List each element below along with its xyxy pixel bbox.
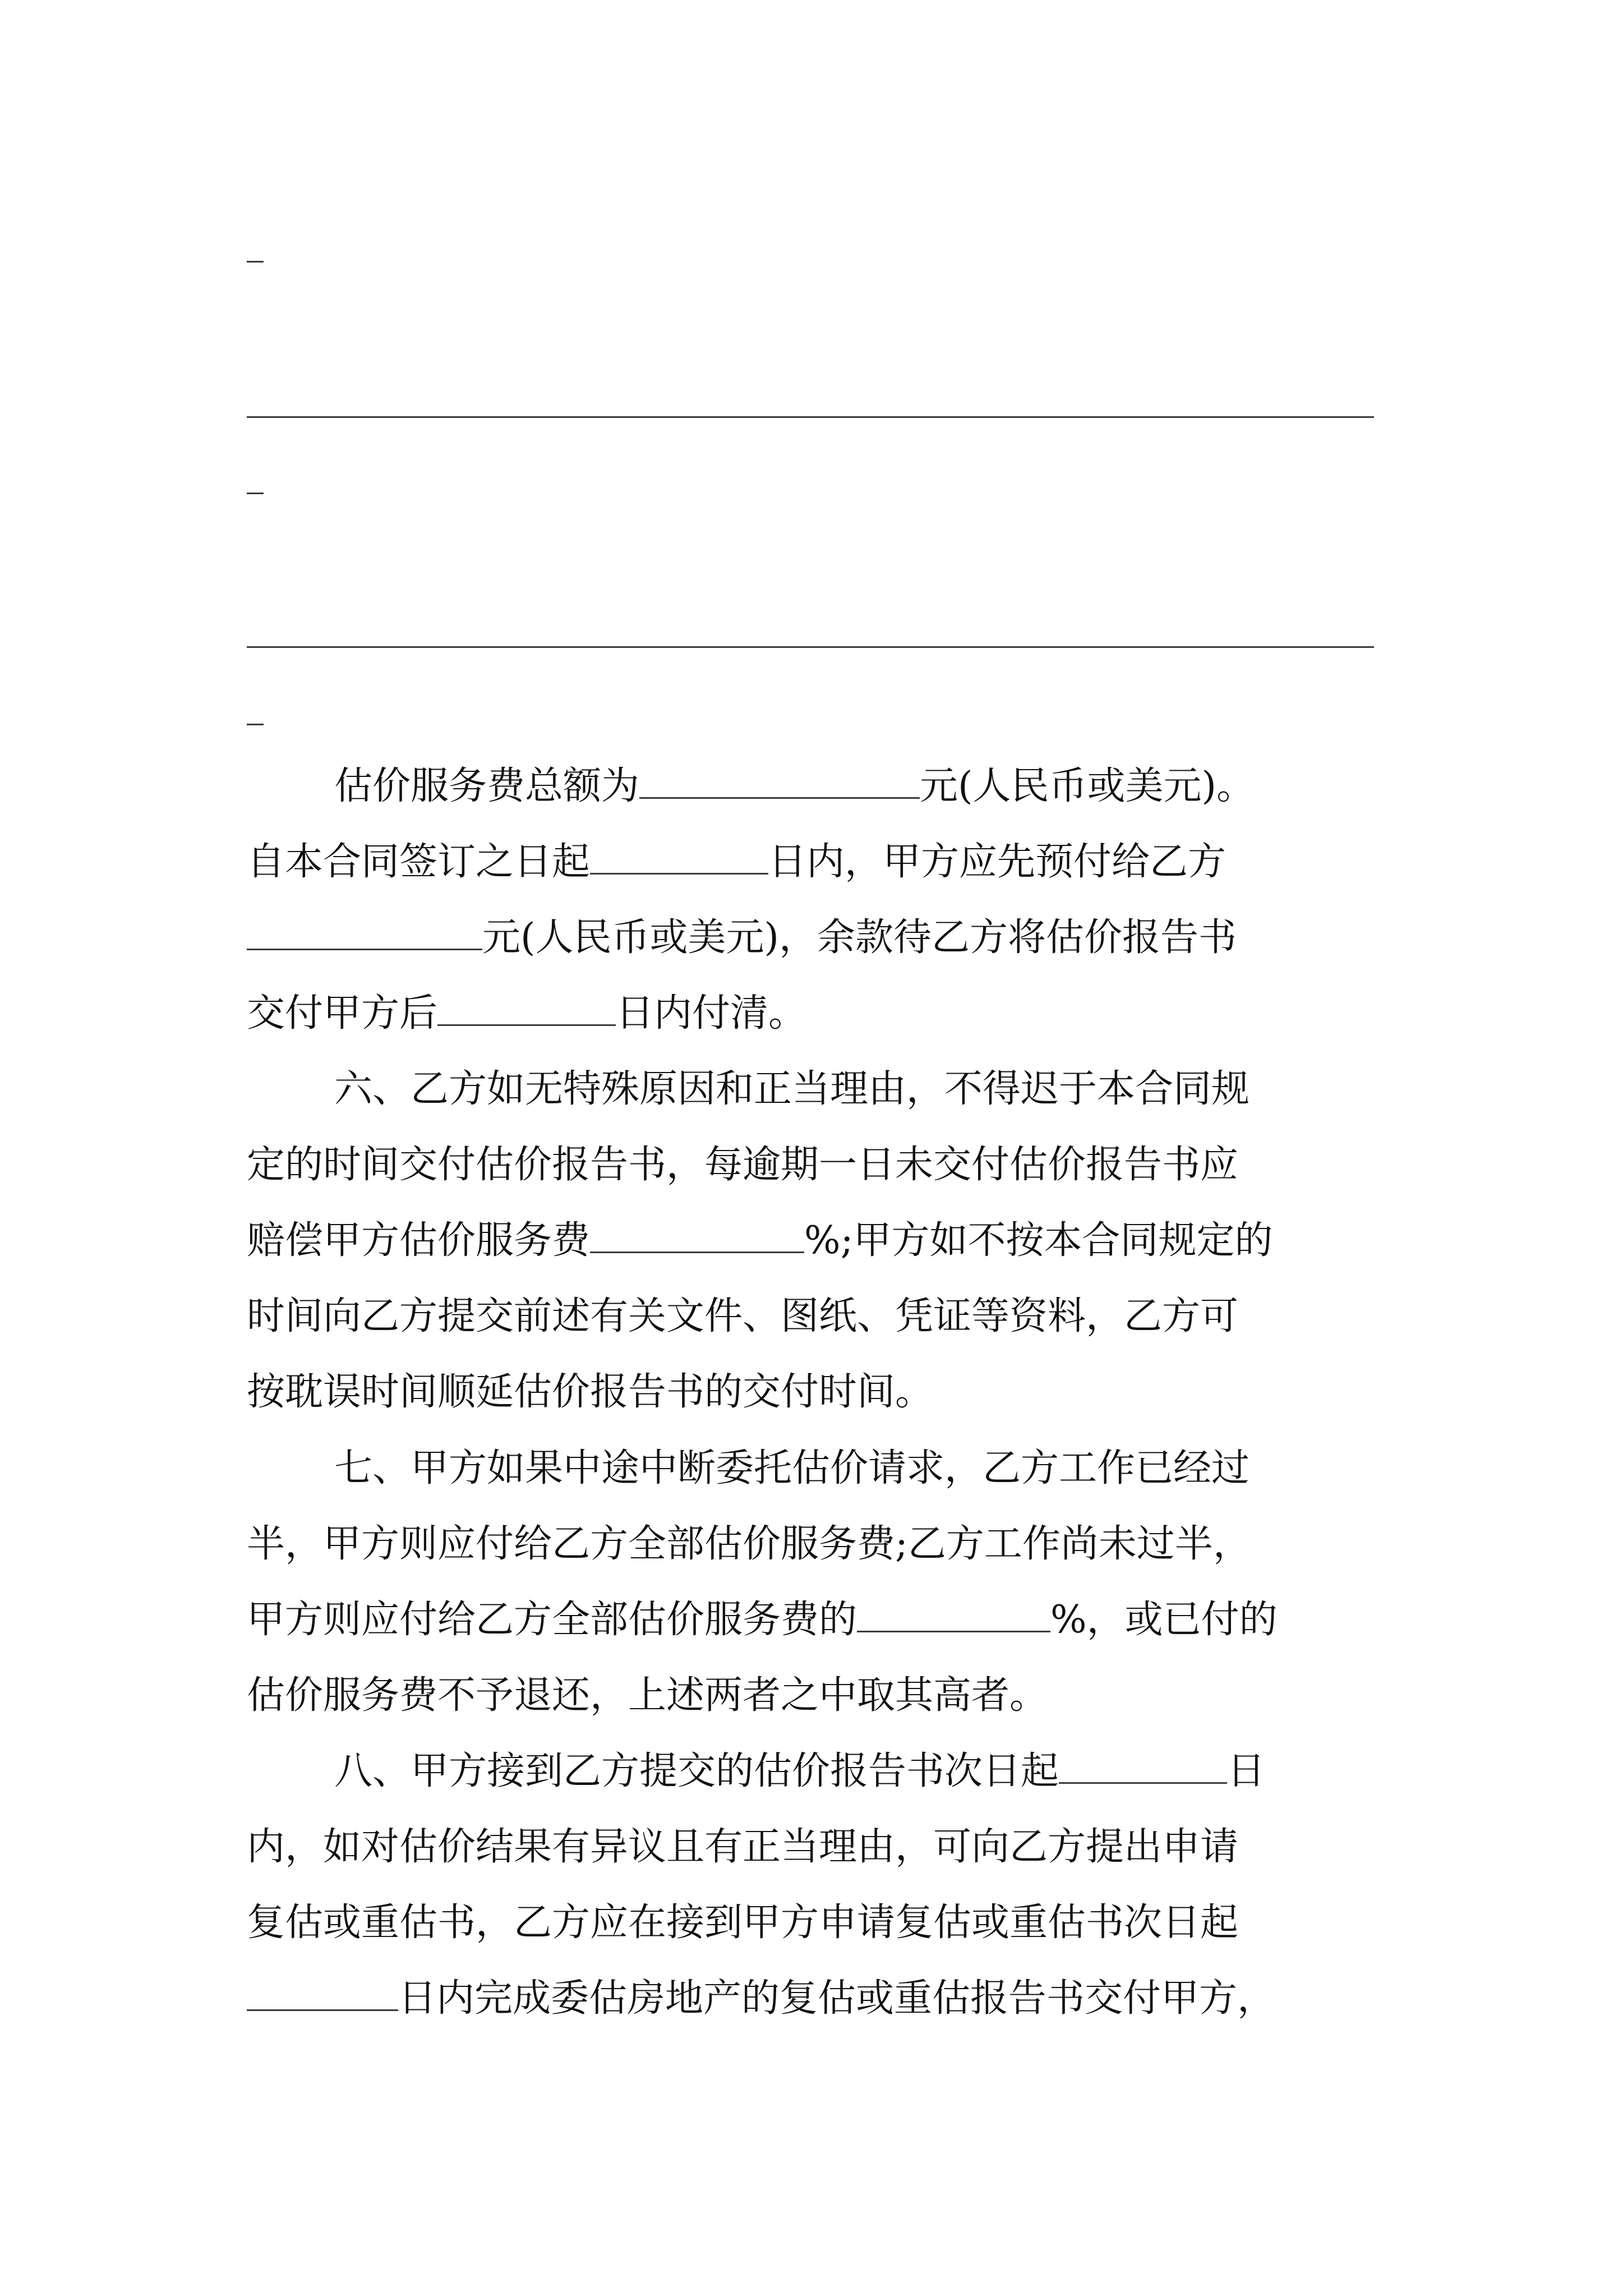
text-segment: 七、甲方如果中途中断委托估价请求，乙方工作已经过 [334,1446,1250,1490]
fill-in-blank [437,990,616,1026]
text-segment: %，或已付的 [1050,1598,1278,1642]
contract-line [247,913,1391,963]
contract-line [334,1443,1394,1494]
text-segment: 时间向乙方提交前述有关文件、图纸、凭证等资料，乙方可 [247,1294,1239,1338]
contract-line [334,1064,1394,1115]
text-segment: 交付甲方后 [247,991,438,1036]
fill-in-rule [247,646,1374,648]
text-segment: 按耽误时间顺延估价报告书的交付时间。 [247,1370,934,1414]
text-segment: %;甲方如不按本合同规定的 [804,1218,1273,1263]
text-segment: 日内，甲方应先预付给乙方 [768,840,1227,884]
contract-line [247,1519,1391,1570]
text-segment: 估价服务费总额为 [334,764,640,808]
contract-line [247,1671,1391,1721]
contract-line [247,1140,1391,1190]
text-segment: 定的时间交付估价报告书，每逾期一日未交付估价报告书应 [247,1143,1239,1187]
fill-in-rule [247,261,264,263]
fill-in-blank [590,1217,804,1253]
fill-in-blank [247,1975,398,2011]
text-segment: 估价服务费不予退还，上述两者之中取其高者。 [247,1673,1048,1718]
contract-line [247,837,1391,887]
text-segment: 赔偿甲方估价服务费 [247,1218,591,1263]
contract-line [247,1291,1391,1342]
text-segment: 日内完成委估房地产的复估或重估报告书交付甲方， [398,1976,1276,2021]
text-segment: 自本合同签订之日起 [247,840,591,884]
contract-line [247,1216,1391,1266]
text-segment: 甲方则应付给乙方全部估价服务费的 [247,1598,857,1642]
text-segment: 内，如对估价结果有异议且有正当理由，可向乙方提出申请 [247,1825,1239,1869]
fill-in-rule [247,416,1374,418]
fill-in-blank [1059,1748,1227,1784]
contract-line [334,761,1394,812]
fill-in-rule [247,493,264,494]
contract-line [247,1973,1391,2024]
contract-line [247,1898,1391,1948]
fill-in-blank [639,763,920,799]
contract-line [247,1367,1391,1418]
fill-in-blank [590,839,768,875]
fill-in-blank [247,914,482,950]
text-segment: 复估或重估书，乙方应在接到甲方申请复估或重估书次日起 [247,1901,1239,1945]
text-segment: 六、乙方如无特殊原因和正当理由，不得迟于本合同规 [334,1067,1250,1111]
contract-line [247,1822,1391,1872]
contract-line [247,988,1391,1039]
text-segment: 元(人民币或美元)。 [920,764,1255,808]
text-segment: 半，甲方则应付给乙方全部估价服务费;乙方工作尚未过半， [247,1522,1251,1566]
text-segment: 日内付清。 [616,991,807,1036]
contract-line [334,1746,1394,1797]
contract-line [247,1595,1391,1645]
fill-in-blank [857,1596,1050,1632]
text-segment: 八、甲方接到乙方提交的估价报告书次日起 [334,1749,1059,1793]
fill-in-rule [247,724,264,725]
text-segment: 日 [1227,1749,1266,1793]
text-segment: 元(人民币或美元)，余款待乙方将估价报告书 [482,915,1237,960]
